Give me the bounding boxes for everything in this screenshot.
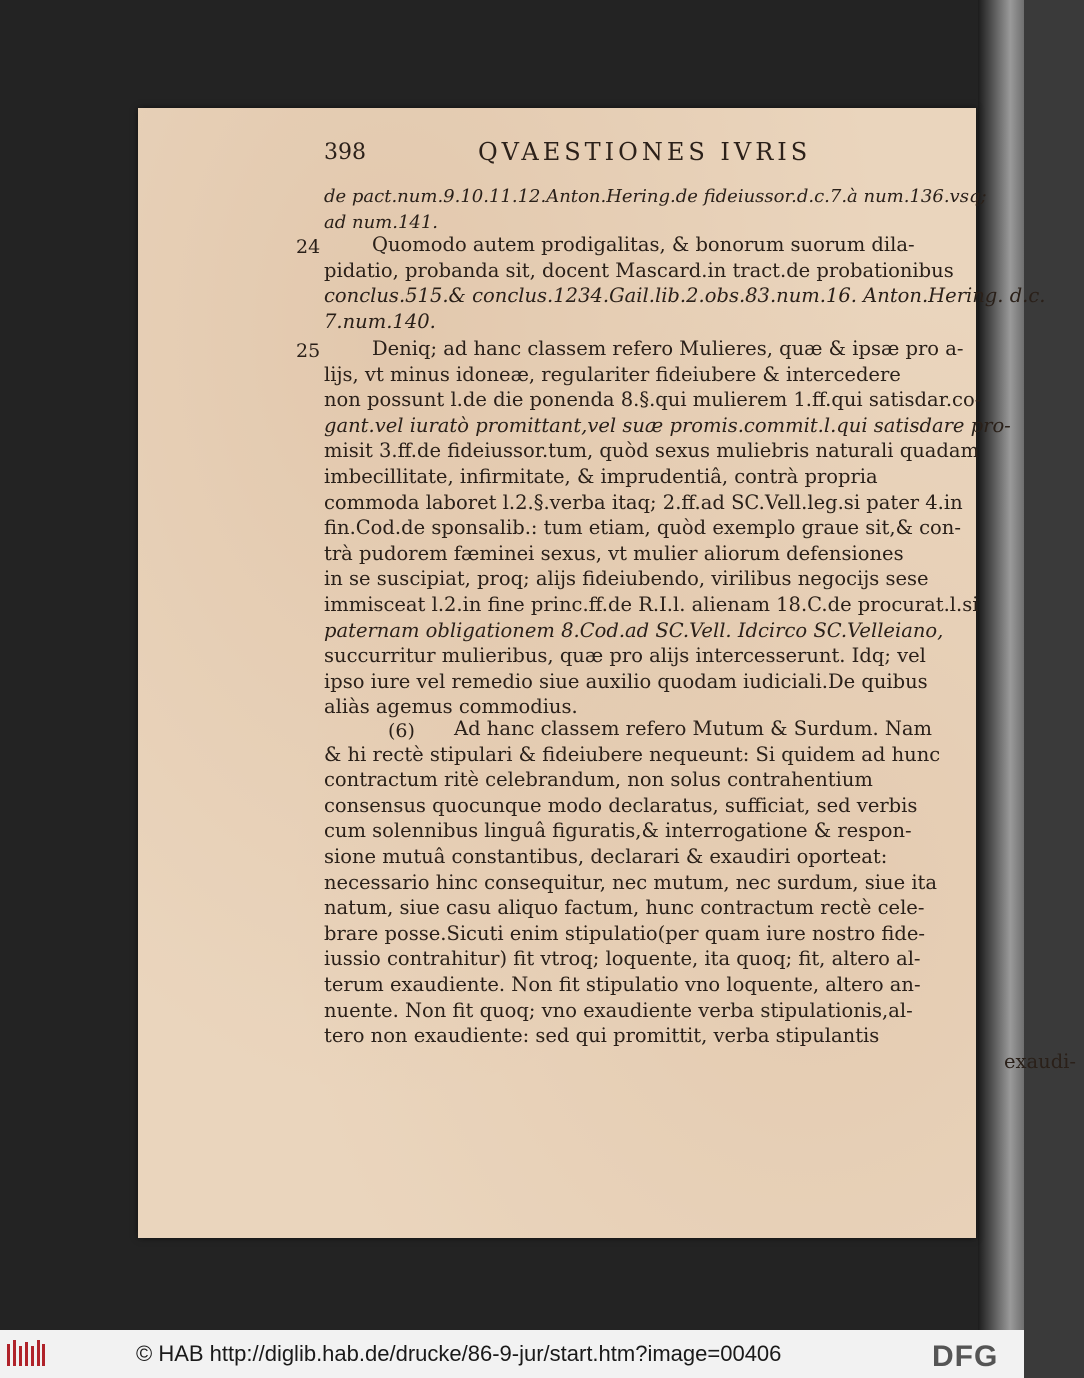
text-line: in se suscipiat, proq; alijs fideiubendo, virilibus negocijs sese [324, 567, 929, 591]
text-line: & hi rectè stipulari & fideiubere nequeunt: Si quidem ad hunc [324, 742, 941, 766]
text-line: iussio contrahitur) fit vtroq; loquente, ita quoq; fit, altero al- [324, 947, 921, 971]
marginal-number: 25 [296, 340, 321, 362]
text-line: tero non exaudiente: sed qui promittit, verba stipulantis [324, 1024, 880, 1048]
text-line: lijs, vt minus idoneæ, regulariter fideiubere & intercedere [324, 362, 901, 386]
text-line: gant.vel iuratò promittant,vel suæ promis.commit.l.qui satisdare pro- [324, 413, 1011, 437]
text-line: immisceat l.2.in fine princ.ff.de R.I.l. alienam 18.C.de procurat.l.si [324, 592, 979, 616]
running-title: QVAESTIONES IVRIS [478, 138, 812, 166]
text-line: ipso iure vel remedio siue auxilio quodam iudiciali.De quibus [324, 669, 928, 693]
marginal-number: (6) [388, 720, 415, 742]
text-line: necessario hinc consequitur, nec mutum, nec surdum, siue ita [324, 870, 938, 894]
paragraph-24 [324, 232, 1084, 334]
text-line: nuente. Non fit quoq; vno exaudiente verba stipulationis,al- [324, 998, 913, 1022]
copyright-link[interactable]: © HAB http://diglib.hab.de/drucke/86-9-jur/start.htm?image=00406 [136, 1341, 782, 1366]
footer-bar [0, 1330, 1024, 1378]
text-line: 7.num.140. [324, 309, 436, 333]
text-line: aliàs agemus commodius. [324, 695, 578, 719]
text-line: succurritur mulieribus, quæ pro alijs intercesserunt. Idq; vel [324, 644, 926, 668]
page-number: 398 [324, 140, 366, 165]
book-page [138, 108, 1076, 1238]
catchword: exaudi- [1003, 1049, 1076, 1073]
paragraph-6 [324, 716, 1084, 1074]
text-line: terum exaudiente. Non fit stipulatio vno loquente, altero an- [324, 972, 921, 996]
text-line: non possunt l.de die ponenda 8.§.qui mulierem 1.ff.qui satisdar.co- [324, 388, 982, 412]
text-line: commoda laboret l.2.§.verba itaq; 2.ff.ad SC.Vell.leg.si pater 4.in [324, 490, 963, 514]
text-line: Deniq; ad hanc classem refero Mulieres, quæ & ipsæ pro a- [372, 337, 964, 360]
dfg-logo: DFG [932, 1340, 999, 1373]
text-line: imbecillitate, infirmitate, & imprudentiâ, contrà propria [324, 464, 878, 488]
text-line: de pact.num.9.10.11.12.Anton.Hering.de fideiussor.d.c.7.à num.136.vsq; [324, 186, 987, 207]
text-line: contractum ritè celebrandum, non solus contrahentium [324, 768, 873, 792]
text-line: sione mutuâ constantibus, declarari & exaudiri oporteat: [324, 844, 888, 868]
paragraph-25 [324, 336, 1084, 720]
text-line: trà pudorem fæminei sexus, vt mulier aliorum defensiones [324, 541, 904, 565]
text-line: fin.Cod.de sponsalib.: tum etiam, quòd exemplo graue sit,& con- [324, 516, 961, 540]
text-line: Quomodo autem prodigalitas, & bonorum suorum dila- [372, 233, 915, 256]
marginal-number: 24 [296, 236, 321, 258]
text-line: brare posse.Sicuti enim stipulatio(per quam iure nostro fide- [324, 921, 926, 945]
text-line: cum solennibus linguâ figuratis,& interrogatione & respon- [324, 819, 912, 843]
text-line: natum, siue casu aliquo factum, hunc contractum rectè cele- [324, 896, 925, 920]
text-line: ad num.141. [324, 211, 439, 233]
hab-logo-icon [6, 1338, 46, 1370]
text-line: Ad hanc classem refero Mutum & Surdum. Nam [454, 717, 933, 740]
text-line: pidatio, probanda sit, docent Mascard.in tract.de probationibus [324, 258, 954, 282]
text-line: paternam obligationem 8.Cod.ad SC.Vell. Idcirco SC.Velleiano, [324, 618, 944, 642]
text-line: consensus quocunque modo declaratus, sufficiat, sed verbis [324, 793, 918, 817]
top-citation-block [324, 184, 1084, 235]
text-line: conclus.515.& conclus.1234.Gail.lib.2.obs.83.num.16. Anton.Hering. d.c. [324, 284, 1046, 308]
text-line: misit 3.ff.de fideiussor.tum, quòd sexus muliebris naturali quadam [324, 439, 979, 463]
